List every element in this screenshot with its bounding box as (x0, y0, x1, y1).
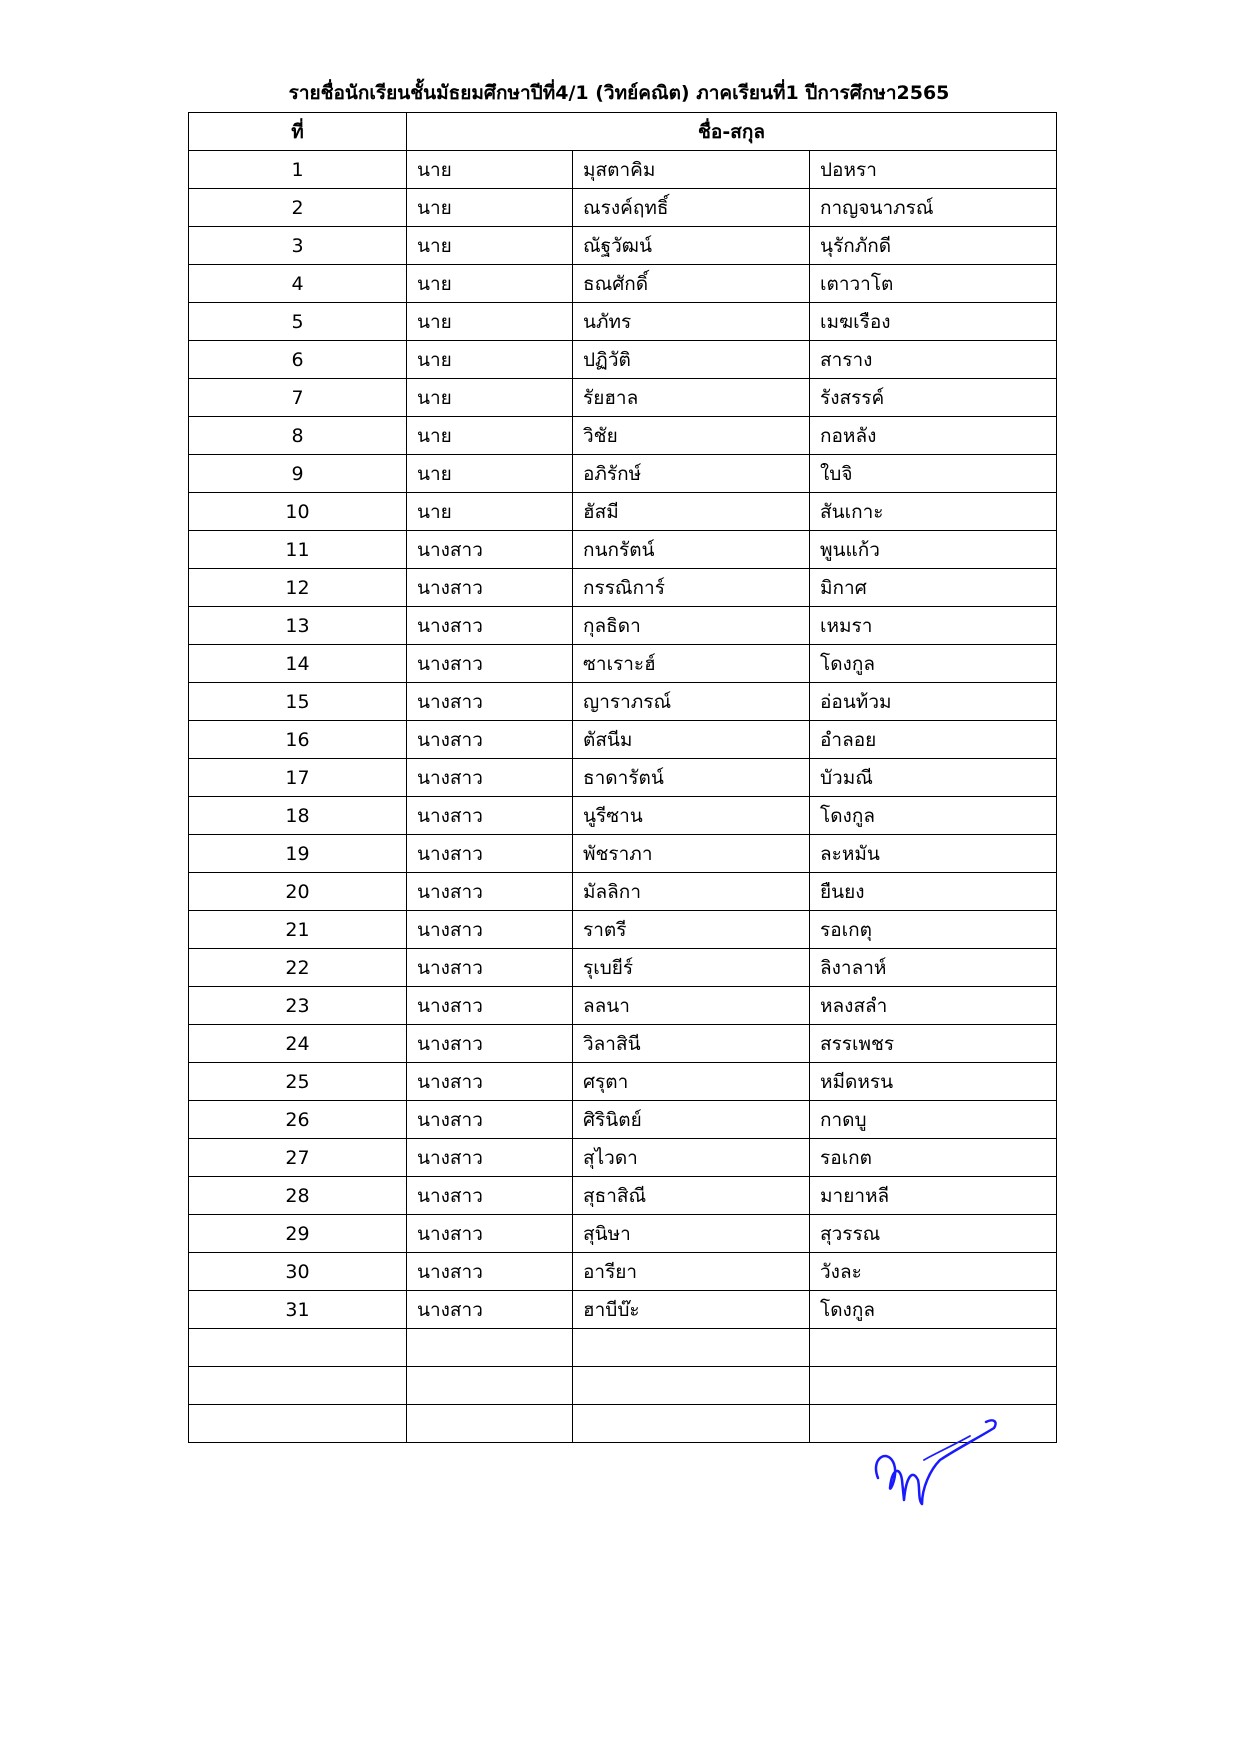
row-number: 1 (189, 151, 407, 189)
table-row (189, 531, 1057, 569)
row-first-name: ราตรี (573, 911, 810, 949)
table-row (189, 227, 1057, 265)
row-first-name: รัยฮาล (573, 379, 810, 417)
row-first-name: ณัฐวัฒน์ (573, 227, 810, 265)
row-number: 14 (189, 645, 407, 683)
row-first-name: สุนิษา (573, 1215, 810, 1253)
row-first-name: ฮัสมี (573, 493, 810, 531)
row-number: 26 (189, 1101, 407, 1139)
row-prefix: นางสาว (407, 1291, 573, 1329)
empty-cell (810, 1367, 1057, 1405)
empty-cell (407, 1405, 573, 1443)
row-last-name: ละหมัน (810, 835, 1057, 873)
row-number: 21 (189, 911, 407, 949)
table-row (189, 1253, 1057, 1291)
row-number: 19 (189, 835, 407, 873)
row-last-name: สาราง (810, 341, 1057, 379)
table-row (189, 949, 1057, 987)
table-body (189, 151, 1057, 1443)
empty-cell (573, 1329, 810, 1367)
row-number: 31 (189, 1291, 407, 1329)
row-last-name: วังละ (810, 1253, 1057, 1291)
row-first-name: นูรีซาน (573, 797, 810, 835)
row-last-name: มิกาศ (810, 569, 1057, 607)
page-title: รายชื่อนักเรียนชั้นมัธยมศึกษาปีที่4/1 (วิทย์คณิต) ภาคเรียนที่1 ปีการศึกษา2565 (288, 82, 950, 104)
row-first-name: กรรณิการ์ (573, 569, 810, 607)
row-last-name: เตาวาโต (810, 265, 1057, 303)
row-first-name: มุสตาคิม (573, 151, 810, 189)
row-number: 10 (189, 493, 407, 531)
row-prefix: นาย (407, 227, 573, 265)
empty-cell (407, 1329, 573, 1367)
empty-cell (407, 1367, 573, 1405)
row-prefix: นางสาว (407, 835, 573, 873)
row-first-name: นภัทร (573, 303, 810, 341)
table-row (189, 759, 1057, 797)
table-row (189, 265, 1057, 303)
row-prefix: นางสาว (407, 759, 573, 797)
row-last-name: รอเกตุ (810, 911, 1057, 949)
row-first-name: กุลธิดา (573, 607, 810, 645)
row-prefix: นางสาว (407, 797, 573, 835)
row-last-name: อ่อนท้วม (810, 683, 1057, 721)
empty-cell (810, 1329, 1057, 1367)
row-first-name: ศิรินิตย์ (573, 1101, 810, 1139)
table-row (189, 189, 1057, 227)
row-last-name: รอเกต (810, 1139, 1057, 1177)
row-first-name: วิชัย (573, 417, 810, 455)
row-first-name: วิลาสินี (573, 1025, 810, 1063)
row-number: 29 (189, 1215, 407, 1253)
row-prefix: นาย (407, 265, 573, 303)
empty-cell (189, 1329, 407, 1367)
signature-stroke (876, 1420, 996, 1504)
row-number: 28 (189, 1177, 407, 1215)
row-last-name: ลิงาลาห์ (810, 949, 1057, 987)
row-number: 22 (189, 949, 407, 987)
row-number: 9 (189, 455, 407, 493)
row-last-name: โดงกูล (810, 645, 1057, 683)
table-row (189, 379, 1057, 417)
table-row (189, 721, 1057, 759)
row-number: 7 (189, 379, 407, 417)
row-prefix: นาย (407, 379, 573, 417)
table-row (189, 1139, 1057, 1177)
row-last-name: รังสรรค์ (810, 379, 1057, 417)
row-last-name: เมฆเรือง (810, 303, 1057, 341)
table-row (189, 835, 1057, 873)
row-first-name: ฮาบีบ๊ะ (573, 1291, 810, 1329)
student-roster-table (188, 112, 1057, 1443)
table-row (189, 455, 1057, 493)
empty-cell (573, 1367, 810, 1405)
table-row (189, 151, 1057, 189)
table-row (189, 1291, 1057, 1329)
row-last-name: สุวรรณ (810, 1215, 1057, 1253)
row-last-name: ปอหรา (810, 151, 1057, 189)
row-number: 24 (189, 1025, 407, 1063)
row-last-name: สรรเพชร (810, 1025, 1057, 1063)
table-row (189, 569, 1057, 607)
row-prefix: นางสาว (407, 1025, 573, 1063)
row-number: 16 (189, 721, 407, 759)
row-number: 3 (189, 227, 407, 265)
row-first-name: รุเบยีร์ (573, 949, 810, 987)
row-first-name: สุธาสิณี (573, 1177, 810, 1215)
row-number: 12 (189, 569, 407, 607)
table-header-row (189, 113, 1057, 151)
row-number: 4 (189, 265, 407, 303)
row-last-name: ยืนยง (810, 873, 1057, 911)
row-first-name: ญาราภรณ์ (573, 683, 810, 721)
row-prefix: นางสาว (407, 949, 573, 987)
row-last-name: กาดบู (810, 1101, 1057, 1139)
row-first-name: อารียา (573, 1253, 810, 1291)
table-row (189, 1101, 1057, 1139)
row-first-name: ลลนา (573, 987, 810, 1025)
table-row (189, 1215, 1057, 1253)
row-prefix: นาย (407, 151, 573, 189)
row-number: 11 (189, 531, 407, 569)
row-last-name: หมีดหรน (810, 1063, 1057, 1101)
table-row (189, 303, 1057, 341)
empty-row (189, 1367, 1057, 1405)
row-number: 2 (189, 189, 407, 227)
row-last-name: หลงสลำ (810, 987, 1057, 1025)
row-last-name: กาญจนาภรณ์ (810, 189, 1057, 227)
row-number: 8 (189, 417, 407, 455)
table-row (189, 987, 1057, 1025)
row-last-name: โดงกูล (810, 1291, 1057, 1329)
row-last-name: โดงกูล (810, 797, 1057, 835)
header-no: ที่ (189, 113, 407, 151)
row-number: 23 (189, 987, 407, 1025)
row-last-name: พูนแก้ว (810, 531, 1057, 569)
row-prefix: นางสาว (407, 645, 573, 683)
table-row (189, 607, 1057, 645)
table-row (189, 1063, 1057, 1101)
row-prefix: นาย (407, 493, 573, 531)
row-number: 20 (189, 873, 407, 911)
row-prefix: นางสาว (407, 569, 573, 607)
row-number: 18 (189, 797, 407, 835)
row-prefix: นาย (407, 417, 573, 455)
row-first-name: กนกรัตน์ (573, 531, 810, 569)
row-last-name: มายาหลี (810, 1177, 1057, 1215)
row-prefix: นางสาว (407, 1215, 573, 1253)
row-first-name: อภิรักษ์ (573, 455, 810, 493)
row-prefix: นางสาว (407, 911, 573, 949)
row-prefix: นางสาว (407, 987, 573, 1025)
empty-cell (189, 1405, 407, 1443)
row-prefix: นางสาว (407, 683, 573, 721)
row-prefix: นางสาว (407, 873, 573, 911)
row-first-name: สุไวดา (573, 1139, 810, 1177)
row-prefix: นางสาว (407, 1253, 573, 1291)
row-first-name: พัชราภา (573, 835, 810, 873)
row-last-name: บัวมณี (810, 759, 1057, 797)
row-number: 6 (189, 341, 407, 379)
table-row (189, 417, 1057, 455)
table-row (189, 1025, 1057, 1063)
table-row (189, 341, 1057, 379)
row-last-name: ใบจิ (810, 455, 1057, 493)
header-name: ชื่อ-สกุล (407, 113, 1057, 151)
row-first-name: ธณศักดิ์ (573, 265, 810, 303)
row-last-name: อำลอย (810, 721, 1057, 759)
row-number: 27 (189, 1139, 407, 1177)
table-row (189, 797, 1057, 835)
row-prefix: นาย (407, 341, 573, 379)
row-prefix: นางสาว (407, 607, 573, 645)
row-prefix: นาย (407, 189, 573, 227)
row-first-name: ซาเราะฮ์ (573, 645, 810, 683)
signature (860, 1408, 1000, 1518)
row-number: 17 (189, 759, 407, 797)
table-row (189, 873, 1057, 911)
row-first-name: ธาดารัตน์ (573, 759, 810, 797)
table-row (189, 683, 1057, 721)
empty-cell (573, 1405, 810, 1443)
row-prefix: นางสาว (407, 1139, 573, 1177)
row-first-name: ณรงค์ฤทธิ์ (573, 189, 810, 227)
row-first-name: ศรุตา (573, 1063, 810, 1101)
row-prefix: นางสาว (407, 1177, 573, 1215)
row-last-name: กอหลัง (810, 417, 1057, 455)
row-number: 25 (189, 1063, 407, 1101)
row-prefix: นางสาว (407, 1101, 573, 1139)
table-row (189, 1177, 1057, 1215)
row-last-name: สันเกาะ (810, 493, 1057, 531)
row-prefix: นาย (407, 303, 573, 341)
row-prefix: นางสาว (407, 531, 573, 569)
row-first-name: ปฏิวัติ (573, 341, 810, 379)
empty-row (189, 1329, 1057, 1367)
table-row (189, 911, 1057, 949)
row-last-name: นุรักภักดี (810, 227, 1057, 265)
table-row (189, 645, 1057, 683)
row-number: 13 (189, 607, 407, 645)
table-row (189, 493, 1057, 531)
row-prefix: นางสาว (407, 1063, 573, 1101)
row-first-name: มัลลิกา (573, 873, 810, 911)
row-last-name: เหมรา (810, 607, 1057, 645)
empty-cell (189, 1367, 407, 1405)
row-first-name: ตัสนีม (573, 721, 810, 759)
row-number: 5 (189, 303, 407, 341)
row-number: 15 (189, 683, 407, 721)
row-prefix: นาย (407, 455, 573, 493)
row-number: 30 (189, 1253, 407, 1291)
row-prefix: นางสาว (407, 721, 573, 759)
